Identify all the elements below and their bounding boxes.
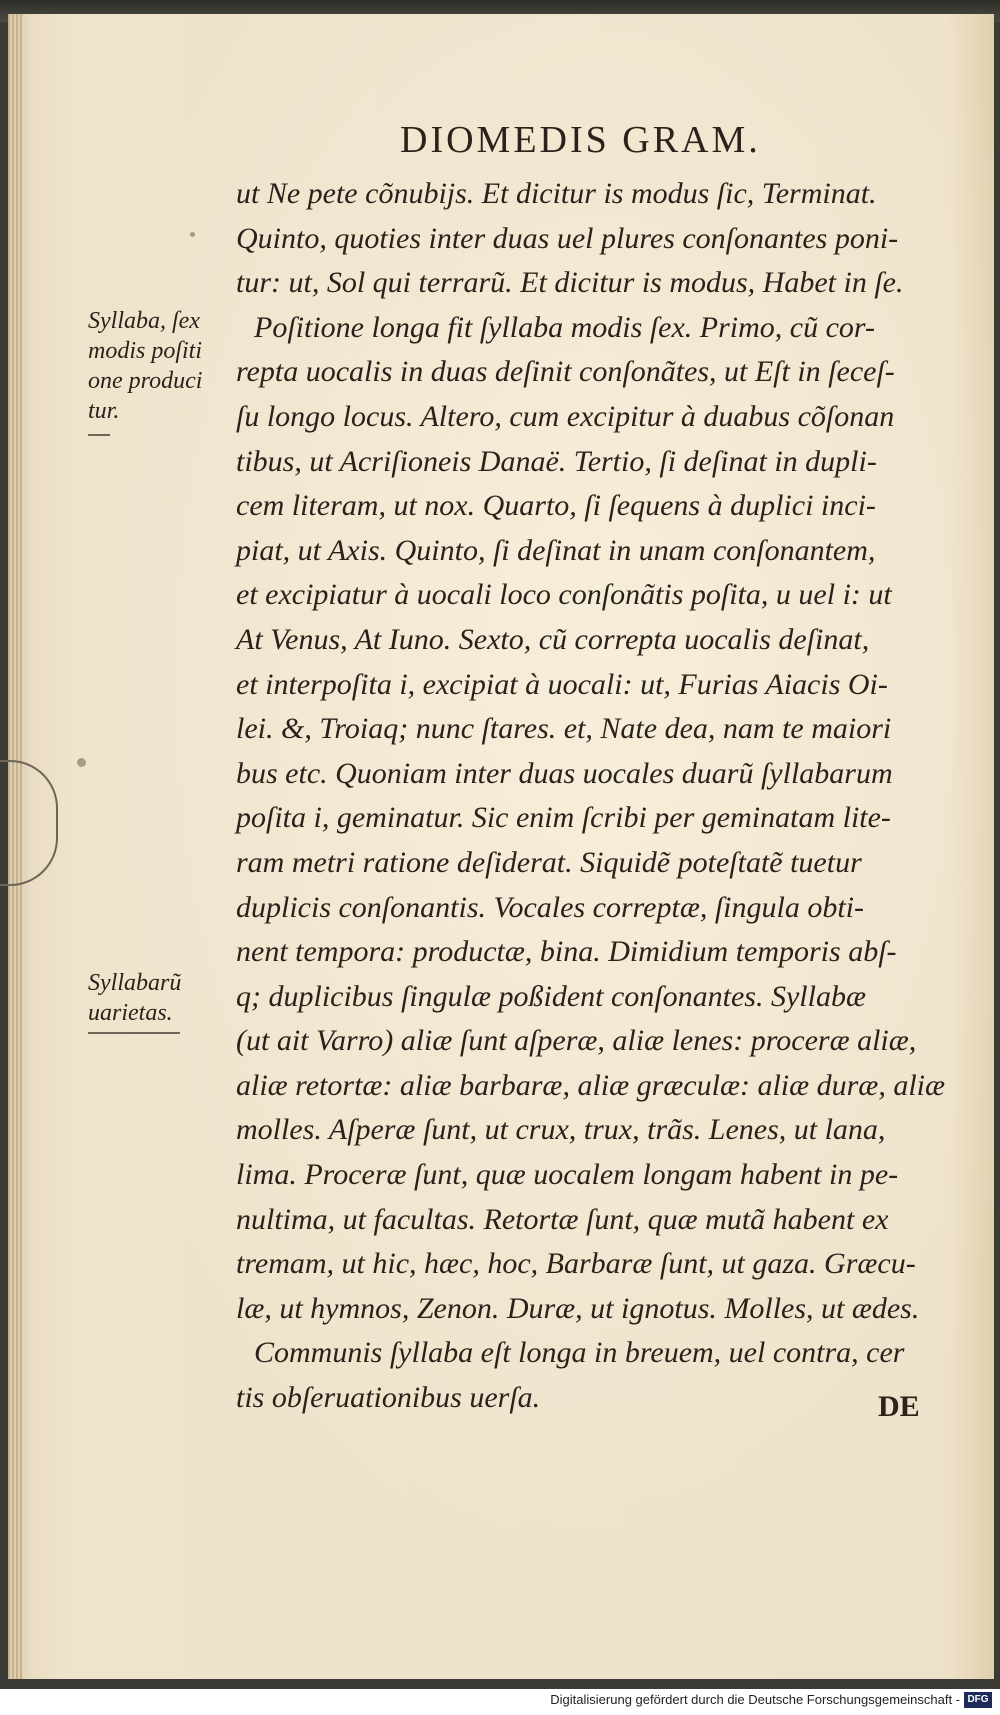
running-head: DIOMEDIS GRAM. — [400, 119, 761, 161]
text-line: bus etc. Quoniam inter duas uocales duarũ ſyllabarum — [236, 756, 893, 790]
text-line: aliæ retortæ: aliæ barbaræ, aliæ græculæ: aliæ duræ, aliæ — [236, 1068, 945, 1102]
margin-note-line: modis poſiti — [88, 338, 203, 364]
text-line: læ, ut hymnos, Zenon. Duræ, ut ignotus. Molles, ut ædes. — [236, 1291, 920, 1325]
text-line: lei. &, Troiaq; nunc ſtares. et, Nate dea, nam te maiori — [236, 712, 892, 746]
text-line: et interpoſita i, excipiat à uocali: ut, Furias Aiacis Oi- — [236, 667, 888, 701]
digitization-footer — [0, 1689, 1000, 1715]
text-line: ut Ne pete cõnubijs. Et dicitur is modus ſic, Terminat. — [236, 177, 877, 210]
dfg-logo: DFG — [964, 1692, 992, 1708]
body-text — [236, 172, 956, 1421]
text-line: lima. Proceræ ſunt, quæ uocalem longam habent in pe- — [236, 1158, 899, 1192]
text-line: At Venus, At Iuno. Sexto, cũ correpta uocalis deſinat, — [236, 622, 870, 656]
text-line: piat, ut Axis. Quinto, ſi deſinat in unam conſonantem, — [236, 533, 876, 567]
text-line: q; duplicibus ſingulæ poßident conſonantes. Syllabæ — [236, 979, 866, 1013]
ink-speck — [77, 758, 86, 767]
margin-note-line: Syllabarũ — [88, 970, 182, 996]
text-line: cem literam, ut nox. Quarto, ſi ſequens à duplici inci- — [236, 489, 876, 523]
text-line: Communis ſyllaba eſt longa in breuem, uel contra, cer — [254, 1336, 905, 1370]
margin-note-varietas — [88, 968, 238, 1028]
text-line: duplicis conſonantis. Vocales correptæ, ſingula obti- — [236, 890, 865, 924]
margin-note-line: Syllaba, ſex — [88, 308, 200, 334]
text-line: tur: ut, Sol qui terrarũ. Et dicitur is modus, Habet in ſe. — [236, 266, 904, 300]
text-line: nent tempora: productæ, bina. Dimidium temporis abſ- — [236, 935, 897, 969]
margin-note-rule — [88, 434, 110, 436]
funding-credit: Digitalisierung gefördert durch die Deutsche Forschungsgemeinschaft - — [550, 1692, 960, 1707]
text-line: poſita i, geminatur. Sic enim ſcribi per geminatam lite- — [236, 801, 891, 835]
text-line: tibus, ut Acriſioneis Danaë. Tertio, ſi deſinat in dupli- — [236, 444, 877, 478]
margin-note-line: tur. — [88, 398, 120, 424]
text-line: molles. Aſperæ ſunt, ut crux, trux, trãs. Lenes, ut lana, — [236, 1113, 886, 1147]
text-line: et excipiatur à uocali loco conſonãtis poſita, u uel i: ut — [236, 578, 892, 612]
margin-note-line: one produci — [88, 368, 203, 394]
text-line: Quinto, quoties inter duas uel plures conſonantes poni- — [236, 221, 899, 255]
text-line: Poſitione longa fit ſyllaba modis ſex. Primo, cũ cor- — [254, 310, 875, 344]
text-line: (ut ait Varro) aliæ ſunt aſperæ, aliæ lenes: proceræ aliæ, — [236, 1024, 917, 1058]
text-line: ram metri ratione deſiderat. Siquidẽ poteſtatẽ tuetur — [236, 845, 862, 879]
margin-note-line: uarietas. — [88, 1000, 173, 1026]
ink-speck — [190, 232, 195, 237]
margin-note-syllaba — [88, 306, 238, 426]
text-line: ſu longo locus. Altero, cum excipitur à duabus cõſonan — [236, 399, 895, 433]
text-line: tis obſeruationibus uerſa. — [236, 1381, 541, 1415]
catchword: DE — [878, 1390, 920, 1423]
margin-note-rule — [88, 1032, 180, 1034]
text-line: nultima, ut facultas. Retortæ ſunt, quæ mutã habent ex — [236, 1202, 889, 1236]
text-line: tremam, ut hic, hæc, hoc, Barbaræ ſunt, ut gaza. Græcu- — [236, 1247, 916, 1281]
text-line: repta uocalis in duas deſinit conſonãtes, ut Eſt in ſeceſ- — [236, 355, 895, 389]
